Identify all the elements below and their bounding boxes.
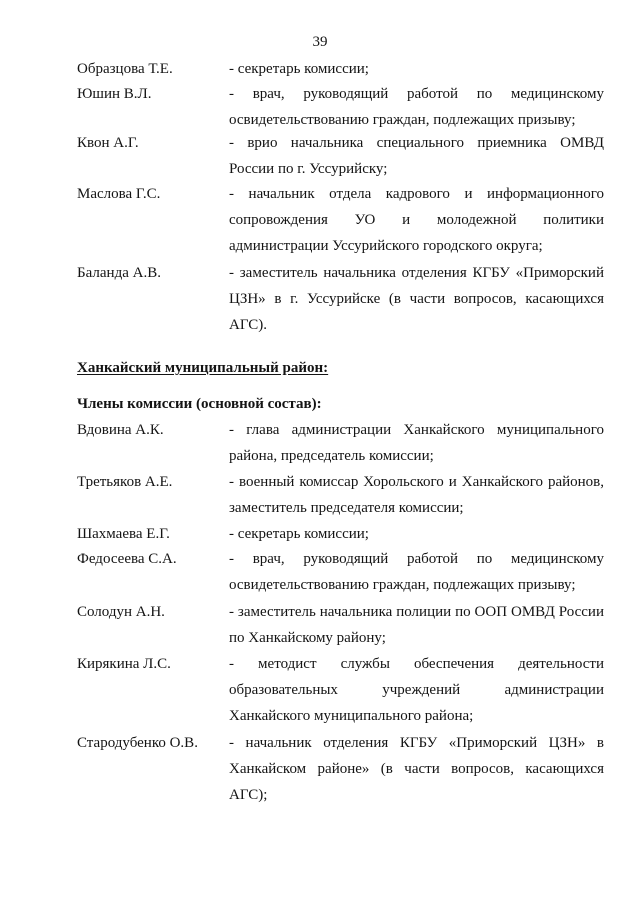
member-role: - секретарь комиссии; [229,526,369,542]
district-heading: Ханкайский муниципальный район: [77,360,329,376]
member-name: Маслова Г.С. [77,186,161,202]
member-role: - врач, руководящий работой по медицинскому освидетельствованию граждан, подлежащих призыву; [229,551,604,593]
member-role: - начальник отделения КГБУ «Приморский ЦЗН» в Ханкайском районе» (в части вопросов, касающихся АГС); [229,735,604,803]
member-name: Шахмаева Е.Г. [77,526,170,542]
member-name: Кирякина Л.С. [77,656,171,672]
member-name: Образцова Т.Е. [77,61,173,77]
member-name: Федосеева С.А. [77,551,177,567]
member-role: - врио начальника специального приемника ОМВД России по г. Уссурийску; [229,135,604,177]
member-name: Солодун А.Н. [77,604,165,620]
member-role: - военный комиссар Хорольского и Ханкайского районов, заместитель председателя комиссии; [229,474,604,516]
members-heading: Члены комиссии (основной состав): [77,396,322,412]
member-role: - заместитель начальника отделения КГБУ «Приморский ЦЗН» в г. Уссурийске (в части вопросов, касающихся АГС). [229,265,604,333]
member-name: Юшин В.Л. [77,86,152,102]
member-name: Квон А.Г. [77,135,139,151]
page-number: 39 [312,34,328,50]
member-role: - секретарь комиссии; [229,61,369,77]
member-name: Вдовина А.К. [77,422,164,438]
member-role: - заместитель начальника полиции по ООП ОМВД России по Ханкайскому району; [229,604,604,646]
member-role: - врач, руководящий работой по медицинскому освидетельствованию граждан, подлежащих призыву; [229,86,604,128]
member-role: - начальник отдела кадрового и информационного сопровождения УО и молодежной политики администрации Уссурийского городского округа; [229,186,604,254]
member-name: Третьяков А.Е. [77,474,173,490]
member-name: Стародубенко О.В. [77,735,198,751]
member-role: - методист службы обеспечения деятельности образовательных учреждений администрации Ханкайского муниципального района; [229,656,604,724]
member-name: Баланда А.В. [77,265,161,281]
member-role: - глава администрации Ханкайского муниципального района, председатель комиссии; [229,422,604,464]
